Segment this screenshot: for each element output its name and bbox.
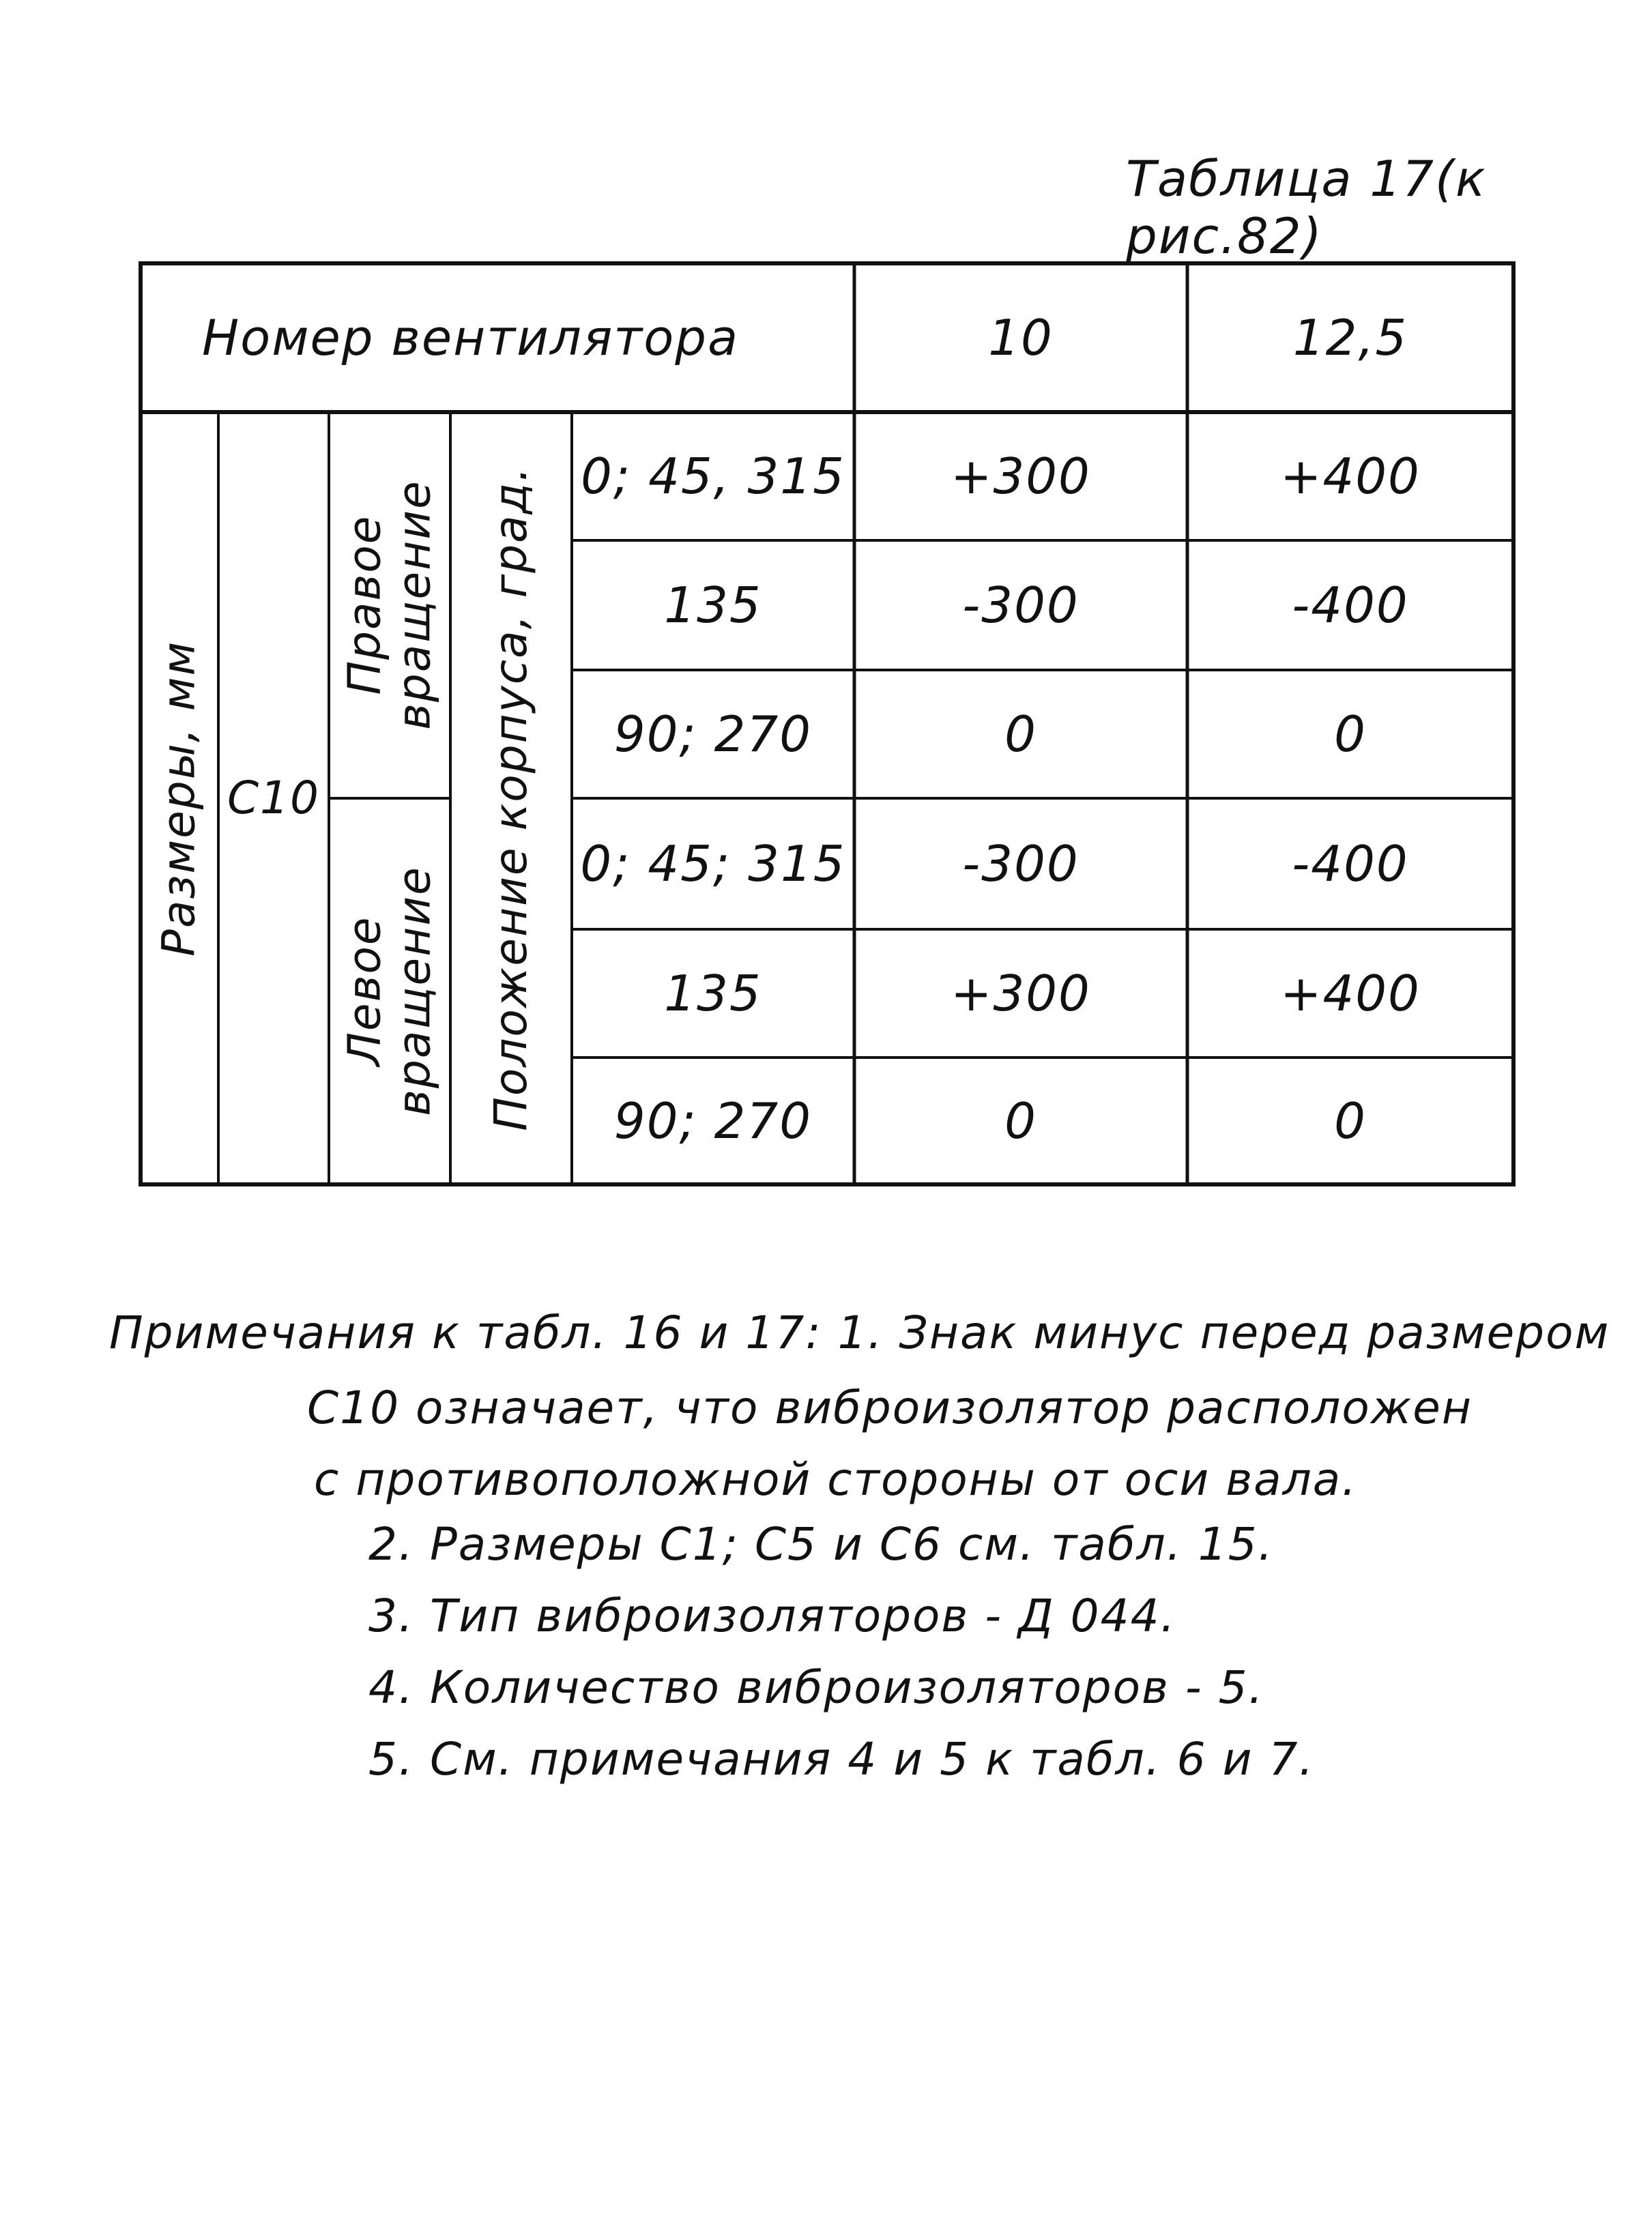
value-cell-10: +300 bbox=[951, 448, 1091, 505]
value-cell-12-5: 0 bbox=[1334, 1092, 1367, 1150]
note-2: 2. Размеры C1; C5 и C6 см. табл. 15. bbox=[368, 1518, 1274, 1571]
note-4: 4. Количество виброизоляторов - 5. bbox=[368, 1661, 1264, 1714]
angle-cell: 90; 270 bbox=[613, 1092, 813, 1150]
header-col-12-5: 12,5 bbox=[1292, 309, 1408, 366]
note-1-line-2: C10 означает, что виброизолятор расположен bbox=[307, 1382, 1473, 1434]
note-5: 5. См. примечания 4 и 5 к табл. 6 и 7. bbox=[368, 1733, 1315, 1785]
dims-label: Размеры, мм bbox=[152, 640, 205, 957]
value-cell-10: -300 bbox=[962, 577, 1079, 634]
notes-lead: Примечания к табл. 16 и 17: 1. Знак минус перед размером bbox=[109, 1307, 1610, 1359]
left-rotation-label: Левое вращение bbox=[338, 866, 440, 1117]
note-3: 3. Тип виброизоляторов - Д 044. bbox=[368, 1590, 1176, 1642]
value-cell-10: -300 bbox=[962, 835, 1079, 892]
value-cell-12-5: -400 bbox=[1292, 835, 1409, 892]
position-label: Положение корпуса, град. bbox=[484, 465, 537, 1131]
angle-cell: 0; 45, 315 bbox=[581, 448, 845, 505]
angle-cell: 90; 270 bbox=[613, 705, 813, 763]
value-cell-12-5: -400 bbox=[1292, 577, 1409, 634]
value-cell-10: 0 bbox=[1004, 705, 1037, 763]
angle-cell: 135 bbox=[664, 965, 762, 1022]
angle-cell: 0; 45; 315 bbox=[580, 835, 846, 892]
table-caption: Таблица 17(к рис.82) bbox=[1126, 150, 1487, 265]
value-cell-12-5: 0 bbox=[1334, 705, 1367, 763]
note-1-line-1: 1. Знак минус перед размером bbox=[837, 1307, 1610, 1359]
value-cell-10: +300 bbox=[951, 965, 1091, 1022]
header-fan-number: Номер вентилятора bbox=[202, 309, 740, 366]
value-cell-10: 0 bbox=[1004, 1092, 1037, 1150]
header-col-10: 10 bbox=[988, 309, 1054, 366]
param-label: C10 bbox=[227, 771, 321, 824]
value-cell-12-5: +400 bbox=[1280, 448, 1421, 505]
right-rotation-label: Правое вращение bbox=[338, 480, 440, 731]
angle-cell: 135 bbox=[664, 577, 762, 634]
note-1-line-3: с противоположной стороны от оси вала. bbox=[314, 1453, 1358, 1506]
value-cell-12-5: +400 bbox=[1280, 965, 1421, 1022]
